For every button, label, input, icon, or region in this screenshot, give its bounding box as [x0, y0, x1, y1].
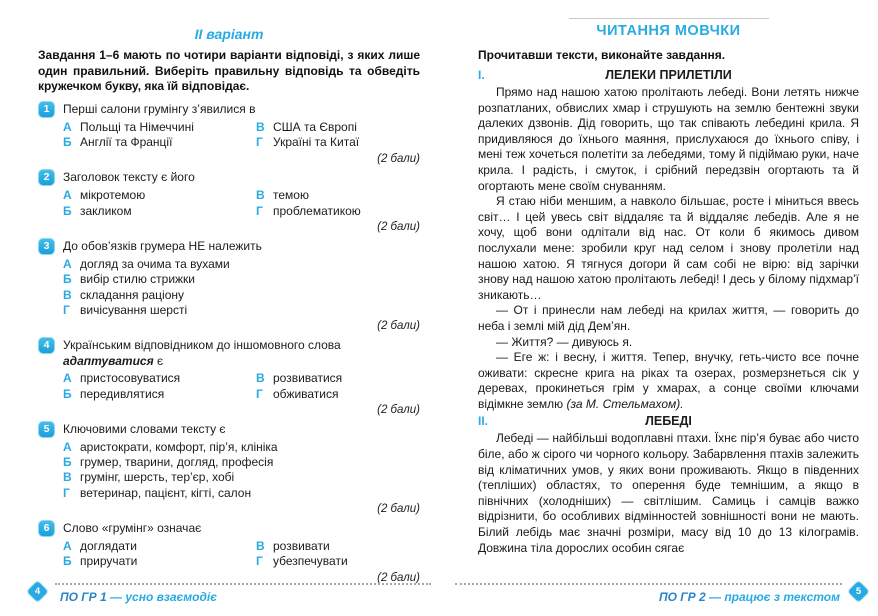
- question-number-badge: 2: [38, 169, 55, 186]
- question-number-badge: 4: [38, 337, 55, 354]
- option-letter: А: [63, 538, 72, 553]
- text-2-numeral: II.: [478, 414, 489, 429]
- question-text: Заголовок тексту є його: [63, 170, 195, 185]
- points-label: (2 бали): [377, 221, 420, 234]
- text-2-title: ЛЕБЕДІ: [645, 414, 692, 429]
- answer-option-b: [63, 204, 256, 219]
- question-number-badge: 1: [38, 101, 55, 118]
- paragraph: — Життя? — дивуюсь я.: [496, 334, 633, 349]
- question-number-badge: 5: [38, 421, 55, 438]
- answer-option-b: [63, 272, 420, 287]
- option-text: США та Європі: [273, 119, 357, 134]
- answer-option-g: [256, 387, 420, 402]
- answer-option-a: [63, 371, 256, 386]
- option-letter: Б: [63, 272, 72, 287]
- option-letter: А: [63, 439, 72, 454]
- option-letter: А: [63, 119, 72, 134]
- answer-option-v: [63, 288, 420, 303]
- page-number: 4: [34, 586, 41, 597]
- paragraph: Прямо над нашою хатою пролітають лебеді. Вони летять нижче розпатланих, обвислих хмар і струшують на землю бентежні звуки далеких дзвонів. Дід говорить, що так співають лебедині крила. Я придивляюся до їхнього маяння, прислухаюся до їхнього співу, і мені теж хочеться полетіти за лебедями, тому й підіймаю руки, наче крила. І радість, і смуток, і срібний передзвін огортають та й огортають мене своїм снуванням.: [478, 85, 859, 193]
- question-text: Слово «грумінг» означає: [63, 520, 202, 535]
- page-number-diamond: [848, 581, 869, 602]
- paragraph: Лебеді — найбільші водоплавні птахи. Їхнє пір’я буває або чисто біле, або ж сірого чи чорного кольору. Забарвлення птахів залежить від кліматичних умов, у яких вони проживають. Якщо в південних (тепліших) областях, то оперення буде темнішим, а якщо в північних (холодніших) — світлішим. Самиць і самців важко відрізнити, бо особливих відмінностей зовнішності вони не мають. Білий лебідь має значні розміри, масу від 10 до 13 кілограмів. Довжина тіла дорослих особин сягає: [478, 431, 859, 555]
- option-letter: Г: [256, 554, 263, 569]
- option-letter: В: [256, 119, 265, 134]
- answer-option-b: [63, 387, 256, 402]
- option-text: проблематикою: [273, 203, 361, 218]
- attribution: (за М. Стельмахом).: [566, 396, 684, 411]
- option-letter: В: [63, 287, 72, 302]
- points-label: (2 бали): [377, 152, 420, 165]
- answer-option-v: [256, 120, 420, 135]
- option-letter: В: [63, 470, 72, 485]
- option-text: мікротемою: [80, 188, 146, 203]
- option-letter: Г: [256, 135, 263, 150]
- option-letter: А: [63, 188, 72, 203]
- option-text: грумер, тварини, догляд, професія: [80, 455, 274, 470]
- option-letter: Б: [63, 135, 72, 150]
- question-text: Перші салони грумінгу з’явилися в: [63, 101, 256, 116]
- option-text: розвивати: [273, 538, 330, 553]
- answer-option-v: [256, 539, 420, 554]
- option-text: обживатися: [273, 386, 339, 401]
- paragraph: — От і принесли нам лебеді на крилах життя, — говорить до неба і землі мій дід Дем’ян.: [478, 303, 859, 333]
- answer-option-v: [256, 188, 420, 203]
- option-text: Польщі та Німеччині: [80, 119, 194, 134]
- dotted-divider: [455, 583, 842, 585]
- option-letter: В: [256, 538, 265, 553]
- question-2: [38, 170, 420, 235]
- answer-option-a: [63, 188, 256, 203]
- section-title: ЧИТАННЯ МОВЧКИ: [596, 23, 741, 39]
- option-text: убезпечувати: [273, 554, 348, 569]
- reading-text-2: [478, 414, 859, 556]
- footer-label: ПО ГР 2 — працює з текстом: [658, 590, 840, 604]
- answer-option-a: [63, 440, 420, 455]
- option-text: доглядати: [80, 538, 137, 553]
- footer-label: ПО ГР 1 — усно взаємодіє: [60, 590, 217, 604]
- option-text: Англії та Франції: [80, 135, 173, 150]
- option-text: вичісування шерсті: [80, 302, 188, 317]
- question-6: [38, 521, 420, 586]
- header-rule: [569, 18, 769, 19]
- reading-text-1: [478, 68, 859, 412]
- paragraph: Я стаю ніби меншим, а навколо більшає, росте і міниться ввесь світ… І цей увесь світ віддаляє та й віддаляє лебедів. Але я не хочу, щоб вони одлітали від нас. От коли б якимось дивом послухали мене: зробили круг над селом і знову пролетіли над нашою хатою. Я тягнуся догори й сам собі не вірю: від зарічки знову над нашою хатою пролітають лебеді! І десь у білому підхмар’ї зникають…: [478, 194, 859, 302]
- option-text: розвиватися: [273, 371, 343, 386]
- page-number-diamond: [27, 581, 48, 602]
- text-1-heading: [478, 68, 859, 82]
- option-letter: Б: [63, 386, 72, 401]
- paragraph: — Еге ж: і весну, і життя. Тепер, внучку, геть-чисто все почне оживати: скресне крига на ріках та озерах, розмерзнеться сік у деревах, прокинеться грім у хмарах, а сонце своїми ключами відімкне землю (за М. Стельмахом).: [478, 350, 859, 411]
- reading-instructions: Прочитавши тексти, виконайте завдання.: [478, 48, 726, 62]
- question-3: [38, 239, 420, 334]
- answer-option-a: [63, 120, 256, 135]
- dotted-divider: [55, 583, 431, 585]
- answer-option-g: [256, 135, 420, 150]
- answer-option-a: [63, 257, 420, 272]
- option-letter: Г: [63, 302, 70, 317]
- option-letter: А: [63, 371, 72, 386]
- answer-option-b: [63, 455, 420, 470]
- answer-option-g: [256, 554, 420, 569]
- option-text: закликом: [80, 203, 132, 218]
- variant-title: ІІ варіант: [194, 26, 264, 42]
- question-number-badge: 3: [38, 238, 55, 255]
- question-4: [38, 338, 420, 418]
- option-text: темою: [273, 188, 309, 203]
- option-letter: В: [256, 188, 265, 203]
- page-number: 5: [855, 586, 862, 597]
- answer-option-b: [63, 135, 256, 150]
- option-letter: Б: [63, 554, 72, 569]
- question-number-badge: 6: [38, 520, 55, 537]
- points-label: (2 бали): [377, 403, 420, 416]
- option-letter: Г: [63, 485, 70, 500]
- text-1-numeral: I.: [478, 68, 485, 82]
- answer-option-v: [63, 470, 420, 485]
- option-letter: А: [63, 256, 72, 271]
- option-text: аристократи, комфорт, пір’я, клініка: [80, 439, 278, 454]
- option-text: Україні та Китаї: [273, 135, 360, 150]
- option-letter: В: [256, 371, 265, 386]
- test-instructions: Завдання 1–6 мають по чотири варіанти відповіді, з яких лише один правильний. Виберіть правильну відповідь та обведіть кружечком букву, яка їй відповідає.: [38, 48, 420, 94]
- points-label: (2 бали): [377, 320, 420, 333]
- option-letter: Г: [256, 203, 263, 218]
- option-letter: Б: [63, 455, 72, 470]
- points-label: (2 бали): [377, 571, 420, 584]
- option-letter: Б: [63, 203, 72, 218]
- question-text: Ключовими словами тексту є: [63, 421, 226, 436]
- option-text: вибір стилю стрижки: [80, 272, 196, 287]
- answer-option-g: [63, 486, 420, 501]
- text-1-title: ЛЕЛЕКИ ПРИЛЕТІЛИ: [605, 68, 732, 82]
- question-text: Українським відповідником до іншомовного слова адаптуватися є: [63, 338, 341, 368]
- right-page-footer: [439, 580, 878, 616]
- left-page-footer: [0, 580, 439, 616]
- answer-option-g: [63, 303, 420, 318]
- answer-option-a: [63, 539, 256, 554]
- question-1: [38, 102, 420, 167]
- answer-option-g: [256, 204, 420, 219]
- option-text: пристосовуватися: [80, 371, 181, 386]
- text-2-heading: [478, 414, 859, 428]
- question-5: [38, 422, 420, 517]
- option-text: складання раціону: [80, 287, 185, 302]
- option-letter: Г: [256, 386, 263, 401]
- answer-option-b: [63, 554, 256, 569]
- option-text: передивлятися: [80, 386, 165, 401]
- option-text: догляд за очима та вухами: [80, 256, 230, 271]
- answer-option-v: [256, 371, 420, 386]
- reading-page: [439, 0, 878, 616]
- option-text: ветеринар, пацієнт, кігті, салон: [80, 485, 252, 500]
- points-label: (2 бали): [377, 503, 420, 516]
- question-text: До обов’язків грумера НЕ належить: [63, 238, 262, 253]
- option-text: приручати: [80, 554, 138, 569]
- option-text: грумінг, шерсть, тер’єр, хобі: [80, 470, 235, 485]
